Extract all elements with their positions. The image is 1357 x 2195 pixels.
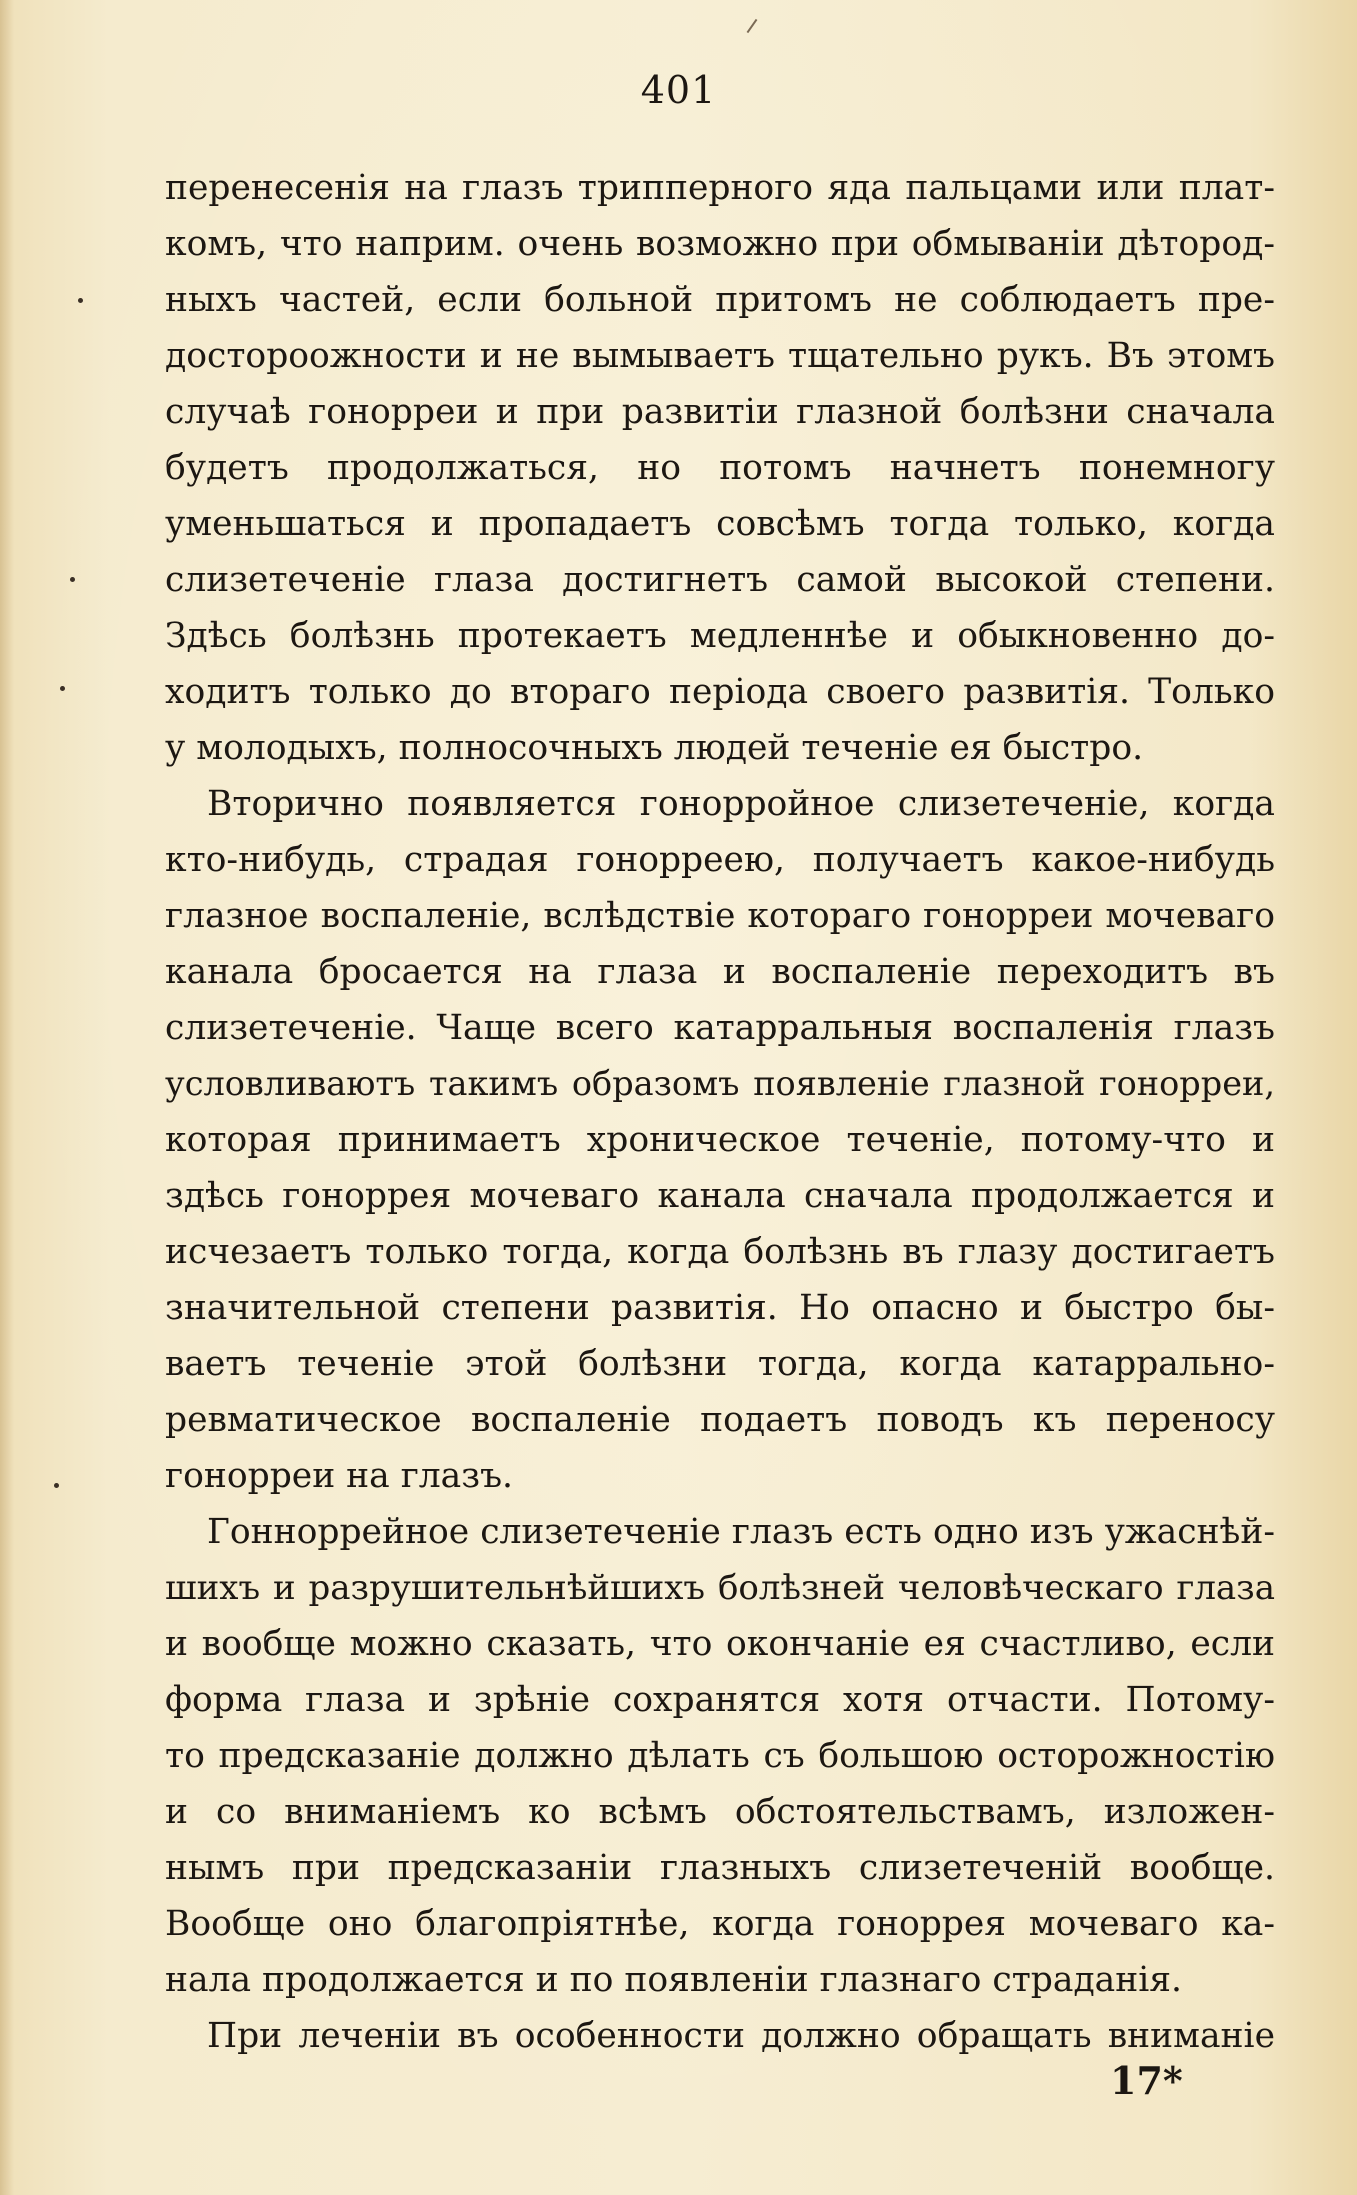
text-line: Вообще оно благопріятнѣе, когда гоноррея мочеваго ка- bbox=[165, 1904, 1275, 1944]
text-line: форма глаза и зрѣніе сохранятся хотя отчасти. Потому- bbox=[165, 1680, 1275, 1720]
pencil-mark bbox=[747, 19, 758, 33]
margin-speck bbox=[54, 1483, 59, 1488]
text-line: Вторично появляется гонорройное слизетеченіе, когда bbox=[207, 784, 1275, 824]
text-line: слизетеченіе. Чаще всего катарральныя воспаленія глазъ bbox=[165, 1008, 1275, 1048]
text-line: у молодыхъ, полносочныхъ людей теченіе ея быстро. bbox=[165, 728, 1144, 768]
text-line: нала продолжается и по появленіи глазнаго страданія. bbox=[165, 1960, 1183, 2000]
text-line: Здѣсь болѣзнь протекаетъ медленнѣе и обыкновенно до- bbox=[165, 616, 1275, 656]
text-line: слизетеченіе глаза достигнетъ самой высокой степени. bbox=[165, 560, 1275, 600]
text-line: Гонноррейное слизетеченіе глазъ есть одно изъ ужаснѣй- bbox=[207, 1512, 1275, 1552]
printer-signature-mark: 17* bbox=[1110, 2058, 1183, 2103]
page-number: 401 bbox=[640, 68, 717, 112]
text-line: комъ, что наприм. очень возможно при обмываніи дѣтород- bbox=[165, 224, 1275, 264]
text-line: ваетъ теченіе этой болѣзни тогда, когда катаррально- bbox=[165, 1344, 1275, 1384]
text-line: достороожности и не вымываетъ тщательно рукъ. Въ этомъ bbox=[165, 336, 1275, 376]
body-text bbox=[165, 160, 1275, 2064]
text-line: ходитъ только до втораго періода своего развитія. Только bbox=[165, 672, 1275, 712]
text-line: значительной степени развитія. Но опасно и быстро бы- bbox=[165, 1288, 1275, 1328]
text-line: которая принимаетъ хроническое теченіе, потому-что и bbox=[165, 1120, 1275, 1160]
text-line: кто-нибудь, страдая гонорреею, получаетъ какое-нибудь bbox=[165, 840, 1275, 880]
margin-speck bbox=[78, 298, 83, 303]
text-line: исчезаетъ только тогда, когда болѣзнь въ глазу достигаетъ bbox=[165, 1232, 1275, 1272]
text-line: уменьшаться и пропадаетъ совсѣмъ тогда только, когда bbox=[165, 504, 1275, 544]
text-line: гонорреи на глазъ. bbox=[165, 1456, 513, 1496]
text-line: глазное воспаленіе, вслѣдствіе котораго гонорреи мочеваго bbox=[165, 896, 1275, 936]
text-line: и со вниманіемъ ко всѣмъ обстоятельствамъ, изложен- bbox=[165, 1792, 1275, 1832]
text-line: ныхъ частей, если больной притомъ не соблюдаетъ пре- bbox=[165, 280, 1275, 320]
text-line: и вообще можно сказать, что окончаніе ея счастливо, если bbox=[165, 1624, 1275, 1664]
text-line: шихъ и разрушительнѣйшихъ болѣзней человѣческаго глаза bbox=[165, 1568, 1275, 1608]
margin-speck bbox=[60, 686, 65, 691]
text-line: При леченіи въ особенности должно обращать вниманіе bbox=[207, 2016, 1275, 2056]
margin-speck bbox=[70, 577, 75, 582]
text-line: канала бросается на глаза и воспаленіе переходитъ въ bbox=[165, 952, 1275, 992]
text-line: здѣсь гоноррея мочеваго канала сначала продолжается и bbox=[165, 1176, 1275, 1216]
text-line: нымъ при предсказаніи глазныхъ слизетеченій вообще. bbox=[165, 1848, 1275, 1888]
text-line: условливаютъ такимъ образомъ появленіе глазной гонорреи, bbox=[165, 1064, 1275, 1103]
text-line: ревматическое воспаленіе подаетъ поводъ къ переносу bbox=[165, 1400, 1275, 1440]
text-line: то предсказаніе должно дѣлать съ большою осторожностію bbox=[165, 1736, 1275, 1776]
page-edge-shadow bbox=[0, 0, 14, 2195]
text-line: будетъ продолжаться, но потомъ начнетъ понемногу bbox=[165, 448, 1275, 488]
text-line: случаѣ гонорреи и при развитіи глазной болѣзни сначала bbox=[165, 392, 1275, 432]
text-line: перенесенія на глазъ трипперного яда пальцами или плат- bbox=[165, 168, 1275, 208]
